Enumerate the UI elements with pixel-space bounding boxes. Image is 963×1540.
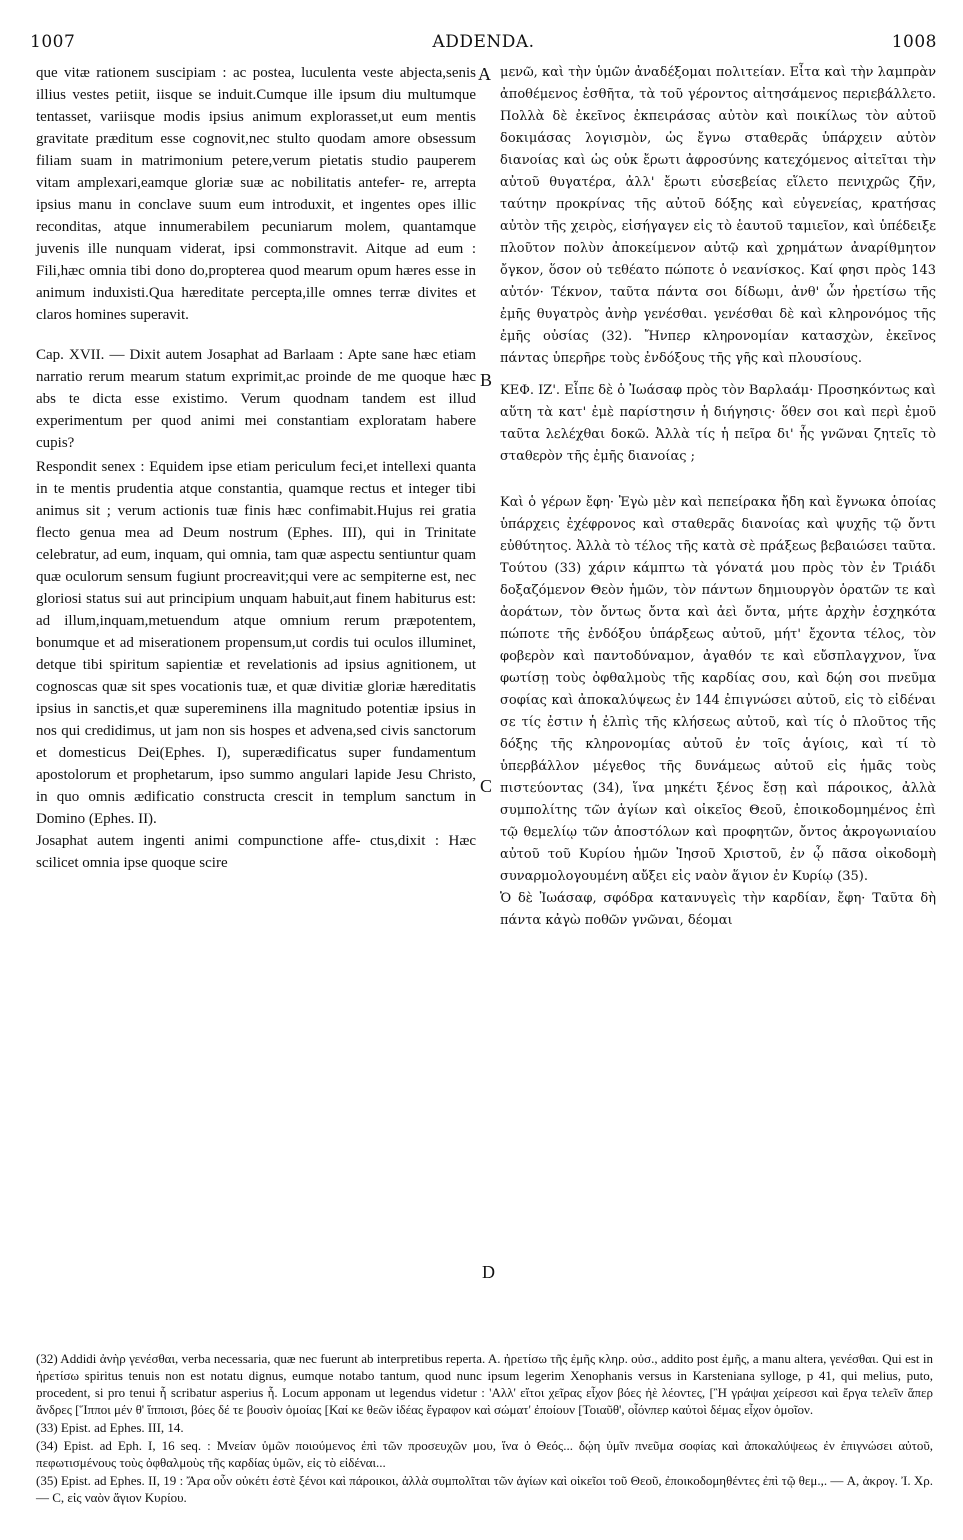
margin-letter-b: B <box>480 370 493 390</box>
footnote-34: (34) Epist. ad Eph. I, 16 seq. : Μνείαν ὑμῶν ποιούμενος ἐπὶ τῶν προσευχῶν μου, ἵνα ὁ Θεός... δῴη ὑμῖν πνεῦμα σοφίας καὶ ἀποκαλύψεως ἐν ἐπιγνώσει αὐτοῦ, πεφωτισμένους τοὺς ὀφθαλμοὺς τῆς καρδίας ὑμῶν, εἰς τὸ εἰδέναι... <box>36 1438 933 1470</box>
latin-paragraph-4: Josaphat autem ingenti animi compunctione affe- ctus,dixit : Hæc scilicet omnia ipse quoque scire <box>36 833 476 871</box>
latin-column <box>36 62 476 874</box>
margin-letter-c: C <box>480 776 493 796</box>
latin-paragraph-2: Cap. XVII. — Dixit autem Josaphat ad Barlaam : Apte sane hæc etiam narratio rerum mearum statum exprimit,ac proinde de me quoque hæc abs te dicta esse existimo. Verum quodnam tandem est illud experimentum per quod animi mei constantiam exploratam habere cupis? <box>36 347 476 451</box>
footnotes <box>36 1350 933 1507</box>
greek-paragraph-4: Ὁ δὲ Ἰωάσαφ, σφόδρα κατανυγεὶς τὴν καρδίαν, ἔφη· Ταῦτα δὴ πάντα κἀγὼ ποθῶν γνῶναι, δέομαι <box>500 891 936 928</box>
running-header <box>30 32 937 58</box>
footnote-32: (32) Addidi ἀνὴρ γενέσθαι, verba necessaria, quæ nec fuerunt ab interpretibus reperta. A. ἠρετίσω τῆς ἐμῆς κληρ. οὐσ., addito post ἐμῆς, a manu altera, γενέσθαι. Qui est in ἠρετίσω spiritus tenuis non est notatu dignus, eumque notabo tantum, quod nunc ipsum legerim Xenophanis versus in Karsteniana sylloge, p 41, qui melius, puto, procedent, si pro tenui ἧ scribatur asperius ἧ. Locum apponam ut legendus videtur : 'Αλλ' εἴτοι χεῖρας εἶχον βόες ἠὲ λέοντες, [Ἢ γράψαι χείρεσσι καὶ ἔργα τελεῖν ἅπερ ἄνδρες [Ἵπποι μέν θ' ἵπποισι, βόες δέ τε βουσὶν ὁμοίας [Καί κε θεῶν ἰδέας ἔγραφον καὶ σώματ' ἐποίουν [Τοιαῦθ', οἷόνπερ καὐτοὶ δέμας εἶχον ὁμοῖον. <box>36 1351 933 1417</box>
margin-letter-d: D <box>482 1262 495 1282</box>
page-number-left: 1007 <box>30 32 76 52</box>
margin-letter-a: A <box>478 64 491 84</box>
greek-paragraph-3: Καὶ ὁ γέρων ἔφη· Ἐγὼ μὲν καὶ πεπείρακα ἤδη καὶ ἔγνωκα ὁποίας ὑπάρχεις ἐχέφρονος καὶ σταθερᾶς διανοίας καὶ ψυχῆς τῷ ὄντι εὐθύτητος. Ἀλλὰ τὸ τέλος τῆς κατὰ σὲ πράξεως βεβαιώσει ταῦτα. Τούτου (33) χάριν κάμπτω τὰ γόνατά μου πρὸς τὸν ἐν Τριάδι δοξαζόμενον Θεὸν ἡμῶν, τὸν πάντων δημιουργὸν ὁρατῶν τε καὶ ἀοράτων, τὸν ὄντως ὄντα καὶ ἀεὶ ὄντα, μήτε ἀρχὴν ἐσχηκότα πώποτε τῆς ἐνδόξου ὑπάρξεως αὐτοῦ, μήτ' ἔχοντα τέλος, τὸν φοβερὸν καὶ παντοδύναμον, ἀγαθόν τε καὶ εὔσπλαγχνον, ἵνα φωτίσῃ τοὺς ὀφθαλμοὺς τῆς καρδίας σου, καὶ δῴη σοι πνεῦμα σοφίας καὶ ἀποκαλύψεως ἐν 144 ἐπιγνώσει αὐτοῦ, εἰς τὸ εἰδέναι σε τίς ἐστιν ἡ ἐλπὶς τῆς κλήσεως αὐτοῦ, καὶ τίς ὁ πλοῦτος τῆς δόξης τῆς κληρονομίας αὐτοῦ ἐν τοῖς ἁγίοις, καὶ τί τὸ ὑπερβάλλον μέγεθος τῆς δυνάμεως αὐτοῦ εἰς ἡμᾶς τοὺς πιστεύοντας (34), ἵνα μηκέτι ξένος ἔσῃ καὶ πάροικος, ἀλλὰ συμπολίτης τῶν ἁγίων καὶ οἰκεῖος Θεοῦ, ἐποικοδομημένος ἐπὶ τῷ θεμελίῳ τῶν ἀποστόλων καὶ προφητῶν, ὄντος ἀκρογωνιαίου αὐτοῦ τοῦ Κυρίου ἡμῶν Ἰησοῦ Χριστοῦ, ἐν ᾧ πᾶσα οἰκοδομὴ συναρμολογουμένη αὔξει εἰς ναὸν ἅγιον ἐν Κυρίῳ (35). <box>500 495 936 884</box>
latin-paragraph-3: Respondit senex : Equidem ipse etiam periculum feci,et intellexi quanta in te mentis prudentia atque constantia, quamque rectus et integer tibi animus sit ; verum actionis tuæ finis hæc confimabit.Hujus rei gratia flecto genua mea ad Deum nostrum (Ephes. III), qui in Trinitate celebratur, ad eum, inquam, qui omnia, tam quæ aspectu sentiuntur quam quæ oculorum sensum fugiunt procreavit;qui vere ac sempiterne est, nec gloriosi status sui aut principium unquam habuit,aut finem habiturus est: ad illum,inquam,metuendum atque omnium rerum præpotentem, bonumque et ad miserationem propensum,ut cordis tui oculos illuminet, detque tibi spiritum sapientiæ et revelationis ad ipsius agnitionem, ut cognoscas quæ sit spes vocationis tuæ, et quæ divitiæ gloriæ hæreditatis ipsius in sanctis,et quæ supereminens illa magnitudo potentiæ ipsius in nos qui credidimus, ut jam non sis hospes et advena,sed civis sanctorum et domesticus Dei(Ephes. I), superædificatus super fundamentum apostolorum et prophetarum, ipso summo angulari lapide Jesu Christo, in quo omnis ædificatio constructa crescit in templum sanctum in Domino (Ephes. II). <box>36 459 476 827</box>
greek-paragraph-1: μενῶ, καὶ τὴν ὑμῶν ἀναδέξομαι πολιτείαν. Εἶτα καὶ τὴν λαμπρὰν ἀποθέμενος ἐσθῆτα, τὰ τοῦ γέροντος αἰτησάμενος περιεβάλλετο. Πολλὰ δὲ ἐκεῖνος ἐκπειράσας αὐτὸν καὶ ποικίλως τὸν αὐτοῦ δοκιμάσας λογισμὸν, ὡς ἔγνω σταθερᾶς ὑπάρχειν αὐτὸν διανοίας καὶ ὡς οὐκ ἔρωτι ἀφροσύνης κατεχόμενος αἰτεῖται τὴν αὐτοῦ θυγατέρα, ἀλλ' ἔρωτι εὐσεβείας εἵλετο πενιχρῶς ζῆν, ταύτην προκρίνας τῆς αὐτοῦ δόξης καὶ εὐγενείας, κρατήσας αὐτὸν τῆς χειρὸς, εἰσήγαγεν εἰς τὸ ἑαυτοῦ ταμιεῖον, καὶ ὑπέδειξε πλοῦτον πολὺν ἀποκείμενον αὐτῷ καὶ χρημάτων ἀναρίθμητον ὄγκον, ὅσον οὐ τεθέατο πώποτε ὁ νεανίσκος. Καί φησι πρὸς 143 αὐτόν· Τέκνον, ταῦτα πάντα σοι δίδωμι, ἀνθ' ὧν ἠρετίσω τῆς ἐμῆς θυγατρὸς ἀνὴρ γενέσθαι. γενέσθαι δὲ καὶ κληρονόμος τῆς ἐμῆς οὐσίας (32). Ἤνπερ κληρονομίαν κατασχὼν, ἐκεῖνος πάντας ὑπερῆρε τοὺς ἐνδόξους τῆς γῆς καὶ πλουσίους. <box>500 65 936 366</box>
greek-paragraph-2: ΚΕΦ. ΙΖ'. Εἶπε δὲ ὁ Ἰωάσαφ πρὸς τὸν Βαρλαάμ· Προσηκόντως καὶ αὕτη τὰ κατ' ἐμὲ παρίστησιν ἡ διήγησις· ὅθεν σοι καὶ περὶ ἐμοῦ ταῦτα λελέχθαι δοκῶ. Ἀλλὰ τίς ἡ πεῖρα δι' ἧς γνῶναι ζητεῖς τὸ σταθερὸν τῆς ἐμῆς διανοίας ; <box>500 383 936 464</box>
latin-paragraph-1: que vitæ rationem suscipiam : ac postea, luculenta veste abjecta,senis illius vestes petiit, iisque se induit.Cumque ille ipsum diu multumque tentasset, variisque modis ipsius animum explorasset,ut eum mentis gravitate præditum esse cognovit,nec stulto quodam amore obsessum filiam suam in matrimonium petere,verum pietatis studio pauperem vitam amplexari,eamque gloriæ suæ ac nobilitatis antefer- re, arrepta ipsius manu in conclave suum eum introduxit, et ingentes opes illic reconditas, atque innumerabilem pecuniarum molem, quantamque juvenis ille nunquam viderat, ipsi commonstravit. Aitque ad eum : Fili,hæc omnia tibi dono do,propterea quod mearum opum hæres esse in animum induxisti.Qua hæreditate percepta,ille omnes terræ divites et claros homines superavit. <box>36 65 476 323</box>
footnote-33: (33) Epist. ad Ephes. III, 14. <box>36 1420 184 1435</box>
running-title: ADDENDA. <box>432 32 535 52</box>
footnote-35: (35) Epist. ad Ephes. II, 19 : Ἄρα οὖν οὐκέτι ἐστὲ ξένοι καὶ πάροικοι, ἀλλὰ συμπολῖται τῶν ἁγίων καὶ οἰκεῖοι τοῦ Θεοῦ, ἐποικοδομηθέντες ἐπὶ τῷ θεμ.,. — A, ἀκρογ. Ἰ. Χρ. — C, εἰς ναὸν ἅγιον Κυρίου. <box>36 1473 933 1505</box>
greek-column <box>500 62 936 932</box>
page-number-right: 1008 <box>891 32 937 52</box>
